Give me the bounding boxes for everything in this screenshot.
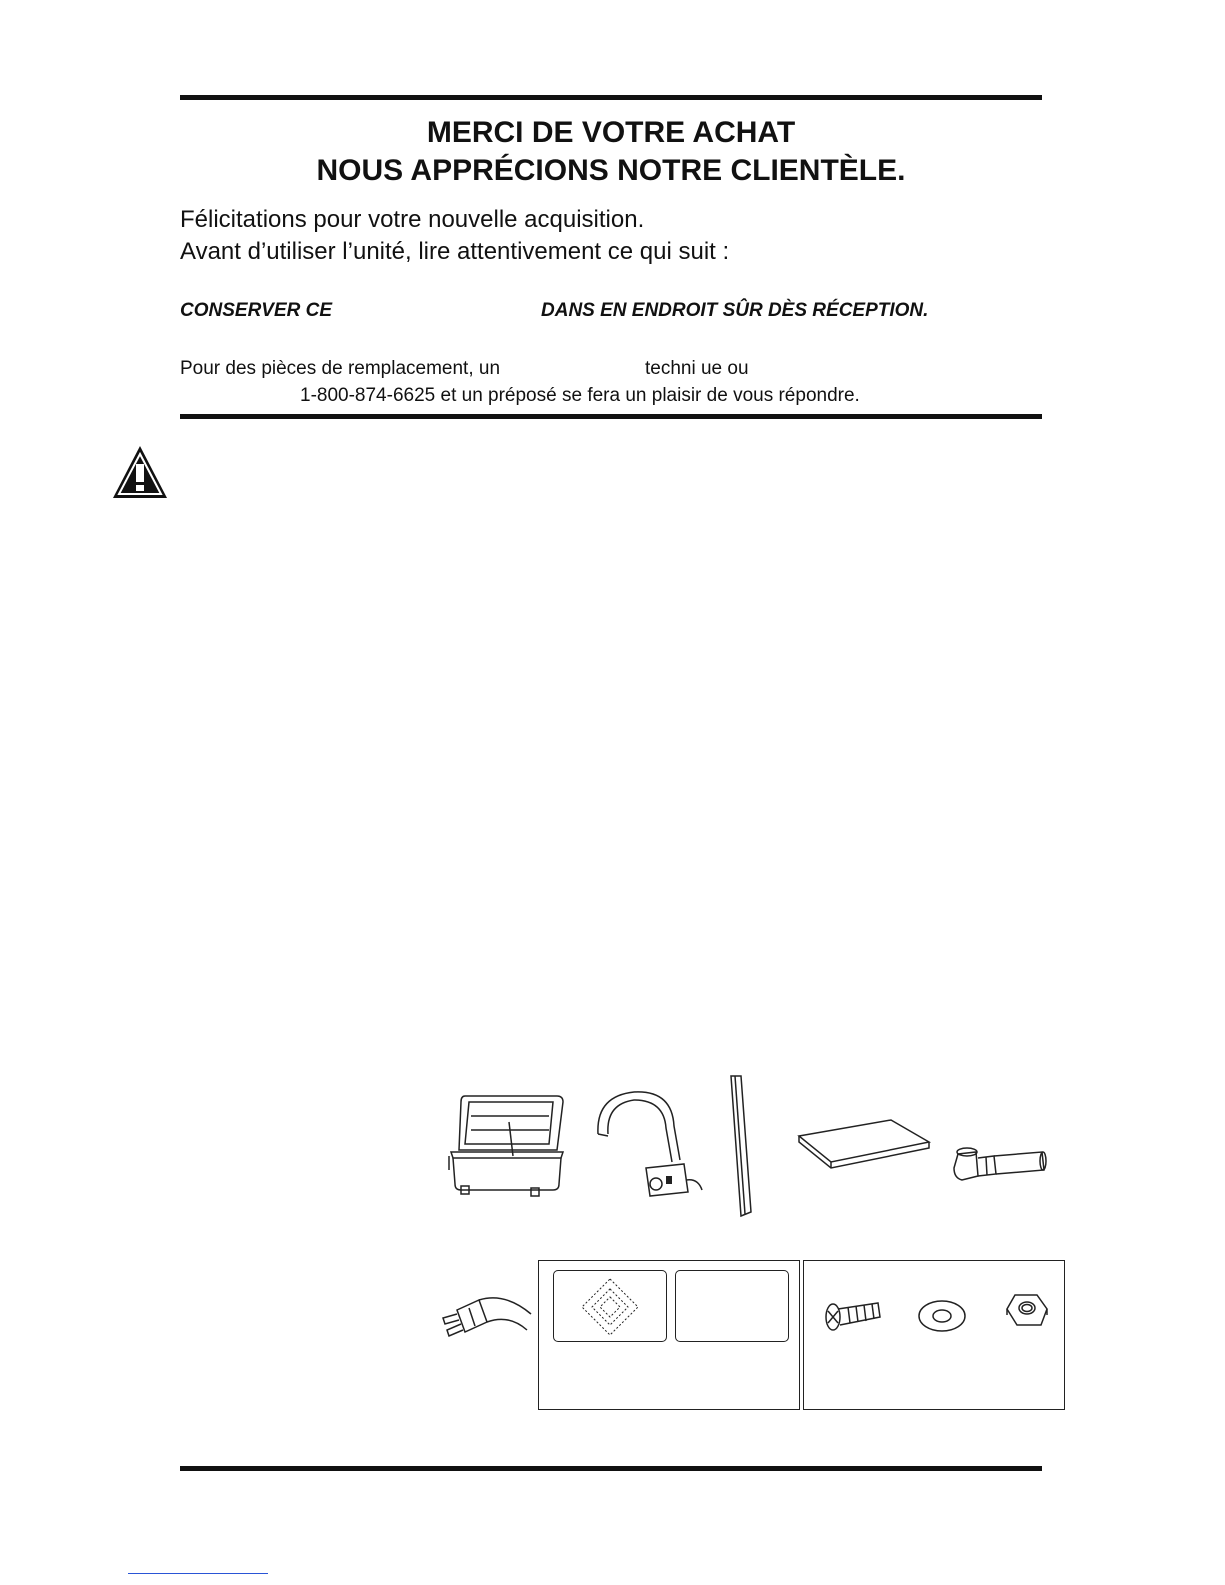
top-rule xyxy=(180,95,1042,100)
header-bottom-rule xyxy=(180,414,1042,419)
drain-elbow-icon xyxy=(950,1140,1050,1190)
intro-line-1: Félicitations pour votre nouvelle acquisition. xyxy=(180,206,645,233)
keep-notice-end: DANS EN ENDROIT SÛR DÈS RÉCEPTION. xyxy=(541,300,929,321)
contact-line-2: 1-800-874-6625 et un préposé se fera un plaisir de vous répondre. xyxy=(300,385,860,406)
power-plug-icon xyxy=(435,1288,535,1348)
shelf-panel-icon xyxy=(795,1112,935,1172)
warning-triangle-icon xyxy=(110,442,170,502)
washer-icon xyxy=(917,1298,967,1334)
parts-washer-tank-icon xyxy=(445,1092,575,1202)
support-bar-icon xyxy=(723,1072,763,1220)
keep-notice-start: CONSERVER CE xyxy=(180,300,333,321)
filter-pad-icon xyxy=(580,1277,640,1337)
intro-line-2: Avant d’utiliser l’unité, lire attentivement ce qui suit : xyxy=(180,238,730,265)
pump-nozzle-icon xyxy=(594,1086,704,1206)
contact-line-1a: Pour des pièces de remplacement, un xyxy=(180,358,501,379)
footer-rule xyxy=(180,1466,1042,1471)
contact-line-1b: techni ue ou xyxy=(645,358,749,379)
filter-blank-icon xyxy=(675,1270,789,1342)
hardware-kit-box xyxy=(803,1260,1065,1410)
title-line-1: MERCI DE VOTRE ACHAT xyxy=(426,116,796,149)
title-line-2: NOUS APPRÉCIONS NOTRE CLIENTÈLE. xyxy=(316,154,906,187)
bolt-icon xyxy=(824,1295,884,1335)
footer-link-underline xyxy=(128,1573,268,1574)
nut-icon xyxy=(1005,1293,1049,1329)
